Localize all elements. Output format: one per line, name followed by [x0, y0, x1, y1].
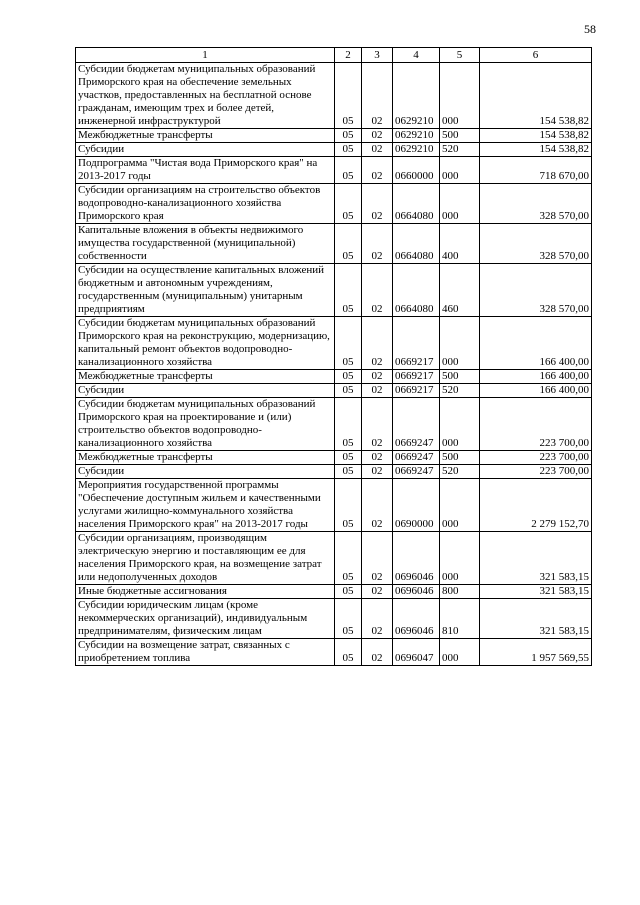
table-row [76, 479, 592, 532]
subsection-code-cell: 02 [362, 465, 393, 479]
header-cell: 2 [335, 48, 362, 63]
expense-type-cell: 800 [440, 585, 480, 599]
row-name-cell: Субсидии организациям на строительство объектов водопроводно-канализационного хозяйства Приморского края [76, 184, 335, 224]
subsection-code-cell: 02 [362, 157, 393, 184]
page-number: 58 [584, 22, 596, 36]
budget-table [75, 47, 592, 666]
section-code-cell: 05 [335, 224, 362, 264]
table-row [76, 451, 592, 465]
target-code-cell: 0690000 [393, 479, 440, 532]
table-row [76, 532, 592, 585]
subsection-code-cell: 02 [362, 317, 393, 370]
table-row [76, 264, 592, 317]
amount-cell: 718 670,00 [480, 157, 592, 184]
amount-cell: 223 700,00 [480, 398, 592, 451]
amount-cell: 328 570,00 [480, 184, 592, 224]
expense-type-cell: 000 [440, 639, 480, 666]
subsection-code-cell: 02 [362, 63, 393, 129]
amount-cell: 328 570,00 [480, 224, 592, 264]
row-name-cell: Субсидии бюджетам муниципальных образований Приморского края на обеспечение земельных участков, предоставленных на бесплатной основе гражданам, имеющим трех и более детей, инженерной инфраструктурой [76, 63, 335, 129]
section-code-cell: 05 [335, 639, 362, 666]
table-header-row [76, 48, 592, 63]
target-code-cell: 0669247 [393, 398, 440, 451]
amount-cell: 223 700,00 [480, 451, 592, 465]
expense-type-cell: 000 [440, 157, 480, 184]
table-row [76, 63, 592, 129]
row-name-cell: Субсидии юридическим лицам (кроме некоммерческих организаций), индивидуальным предпринимателям, физическим лицам [76, 599, 335, 639]
amount-cell: 328 570,00 [480, 264, 592, 317]
header-cell: 5 [440, 48, 480, 63]
section-code-cell: 05 [335, 465, 362, 479]
row-name-cell: Иные бюджетные ассигнования [76, 585, 335, 599]
target-code-cell: 0664080 [393, 224, 440, 264]
section-code-cell: 05 [335, 384, 362, 398]
expense-type-cell: 500 [440, 451, 480, 465]
row-name-cell: Межбюджетные трансферты [76, 129, 335, 143]
table-row [76, 384, 592, 398]
expense-type-cell: 810 [440, 599, 480, 639]
expense-type-cell: 000 [440, 63, 480, 129]
subsection-code-cell: 02 [362, 264, 393, 317]
amount-cell: 154 538,82 [480, 129, 592, 143]
row-name-cell: Субсидии [76, 465, 335, 479]
expense-type-cell: 520 [440, 465, 480, 479]
expense-type-cell: 400 [440, 224, 480, 264]
target-code-cell: 0696046 [393, 599, 440, 639]
header-cell: 4 [393, 48, 440, 63]
expense-type-cell: 000 [440, 184, 480, 224]
amount-cell: 166 400,00 [480, 317, 592, 370]
row-name-cell: Капитальные вложения в объекты недвижимого имущества государственной (муниципальной) собственности [76, 224, 335, 264]
table-row [76, 398, 592, 451]
target-code-cell: 0669217 [393, 317, 440, 370]
subsection-code-cell: 02 [362, 143, 393, 157]
target-code-cell: 0629210 [393, 63, 440, 129]
table-row [76, 599, 592, 639]
section-code-cell: 05 [335, 63, 362, 129]
row-name-cell: Субсидии [76, 143, 335, 157]
table-row [76, 639, 592, 666]
table-row [76, 317, 592, 370]
amount-cell: 154 538,82 [480, 143, 592, 157]
section-code-cell: 05 [335, 479, 362, 532]
section-code-cell: 05 [335, 398, 362, 451]
target-code-cell: 0664080 [393, 184, 440, 224]
expense-type-cell: 000 [440, 398, 480, 451]
subsection-code-cell: 02 [362, 129, 393, 143]
subsection-code-cell: 02 [362, 224, 393, 264]
header-cell: 1 [76, 48, 335, 63]
subsection-code-cell: 02 [362, 184, 393, 224]
row-name-cell: Межбюджетные трансферты [76, 370, 335, 384]
section-code-cell: 05 [335, 317, 362, 370]
expense-type-cell: 000 [440, 532, 480, 585]
row-name-cell: Субсидии на возмещение затрат, связанных с приобретением топлива [76, 639, 335, 666]
table-row [76, 585, 592, 599]
target-code-cell: 0669217 [393, 384, 440, 398]
table-row [76, 184, 592, 224]
subsection-code-cell: 02 [362, 585, 393, 599]
expense-type-cell: 500 [440, 370, 480, 384]
row-name-cell: Субсидии бюджетам муниципальных образований Приморского края на реконструкцию, модернизацию, капитальный ремонт объектов водопроводно-канализационного хозяйства [76, 317, 335, 370]
target-code-cell: 0696047 [393, 639, 440, 666]
amount-cell: 2 279 152,70 [480, 479, 592, 532]
section-code-cell: 05 [335, 129, 362, 143]
row-name-cell: Мероприятия государственной программы "Обеспечение доступным жильем и качественными услугами жилищно-коммунального хозяйства населения Приморского края" на 2013-2017 годы [76, 479, 335, 532]
expense-type-cell: 520 [440, 384, 480, 398]
expense-type-cell: 460 [440, 264, 480, 317]
section-code-cell: 05 [335, 532, 362, 585]
section-code-cell: 05 [335, 599, 362, 639]
amount-cell: 321 583,15 [480, 532, 592, 585]
target-code-cell: 0669247 [393, 451, 440, 465]
target-code-cell: 0664080 [393, 264, 440, 317]
section-code-cell: 05 [335, 585, 362, 599]
section-code-cell: 05 [335, 451, 362, 465]
target-code-cell: 0696046 [393, 585, 440, 599]
subsection-code-cell: 02 [362, 370, 393, 384]
table-row [76, 370, 592, 384]
expense-type-cell: 520 [440, 143, 480, 157]
amount-cell: 321 583,15 [480, 585, 592, 599]
table-row [76, 224, 592, 264]
expense-type-cell: 000 [440, 317, 480, 370]
target-code-cell: 0629210 [393, 143, 440, 157]
row-name-cell: Субсидии бюджетам муниципальных образований Приморского края на проектирование и (или) строительство объектов водопроводно-канализационного хозяйства [76, 398, 335, 451]
section-code-cell: 05 [335, 157, 362, 184]
table-row [76, 465, 592, 479]
expense-type-cell: 500 [440, 129, 480, 143]
amount-cell: 166 400,00 [480, 370, 592, 384]
row-name-cell: Субсидии организациям, производящим электрическую энергию и поставляющим ее для населения Приморского края, на возмещение затрат или недополученных доходов [76, 532, 335, 585]
target-code-cell: 0629210 [393, 129, 440, 143]
amount-cell: 1 957 569,55 [480, 639, 592, 666]
table-row [76, 157, 592, 184]
section-code-cell: 05 [335, 143, 362, 157]
section-code-cell: 05 [335, 370, 362, 384]
subsection-code-cell: 02 [362, 398, 393, 451]
section-code-cell: 05 [335, 264, 362, 317]
target-code-cell: 0660000 [393, 157, 440, 184]
header-cell: 6 [480, 48, 592, 63]
row-name-cell: Межбюджетные трансферты [76, 451, 335, 465]
target-code-cell: 0669247 [393, 465, 440, 479]
subsection-code-cell: 02 [362, 639, 393, 666]
expense-type-cell: 000 [440, 479, 480, 532]
subsection-code-cell: 02 [362, 532, 393, 585]
row-name-cell: Субсидии [76, 384, 335, 398]
subsection-code-cell: 02 [362, 384, 393, 398]
row-name-cell: Подпрограмма "Чистая вода Приморского края" на 2013-2017 годы [76, 157, 335, 184]
table-row [76, 129, 592, 143]
target-code-cell: 0669217 [393, 370, 440, 384]
target-code-cell: 0696046 [393, 532, 440, 585]
amount-cell: 321 583,15 [480, 599, 592, 639]
section-code-cell: 05 [335, 184, 362, 224]
amount-cell: 166 400,00 [480, 384, 592, 398]
table-row [76, 143, 592, 157]
header-cell: 3 [362, 48, 393, 63]
amount-cell: 154 538,82 [480, 63, 592, 129]
amount-cell: 223 700,00 [480, 465, 592, 479]
subsection-code-cell: 02 [362, 599, 393, 639]
row-name-cell: Субсидии на осуществление капитальных вложений бюджетным и автономным учреждениям, государственным (муниципальным) унитарным предприятиям [76, 264, 335, 317]
subsection-code-cell: 02 [362, 479, 393, 532]
subsection-code-cell: 02 [362, 451, 393, 465]
